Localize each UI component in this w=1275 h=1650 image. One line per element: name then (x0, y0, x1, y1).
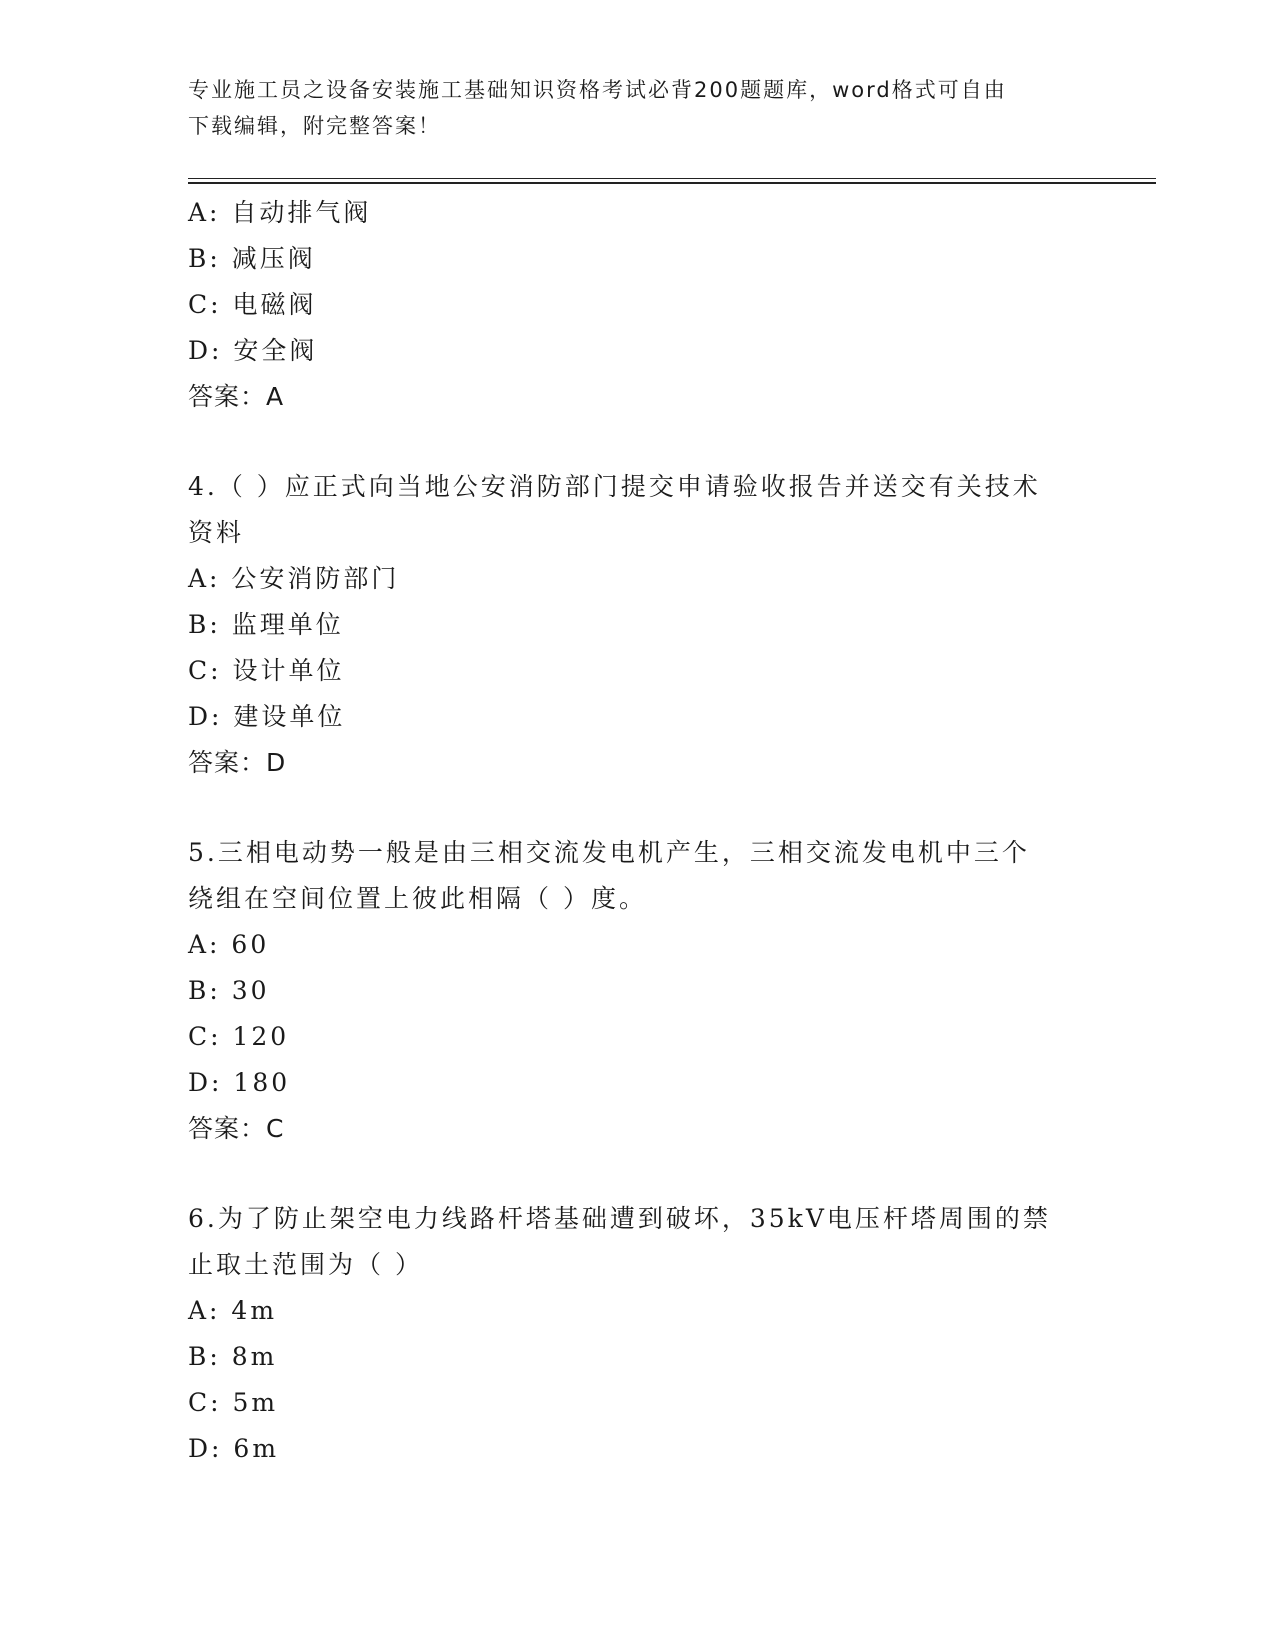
option-c: C: 设计单位 (188, 656, 345, 685)
answer-line: 答案：A (188, 382, 285, 411)
option-a: A: 自动排气阀 (188, 198, 372, 227)
option-b: B: 减压阀 (188, 244, 316, 273)
question-text (188, 830, 1088, 922)
header-line-2: 下载编辑，附完整答案！ (188, 114, 441, 138)
option-c: C: 120 (188, 1022, 290, 1051)
question-text (188, 1196, 1088, 1288)
option-d: D: 6m (188, 1434, 280, 1463)
option-b: B: 30 (188, 976, 270, 1005)
option-c: C: 电磁阀 (188, 290, 317, 319)
option-d: D: 180 (188, 1068, 291, 1097)
question-line: 6.为了防止架空电力线路杆塔基础遭到破坏，35kV电压杆塔周围的禁 (188, 1204, 1051, 1233)
question-block-6 (188, 1196, 1088, 1472)
option-b: B: 监理单位 (188, 610, 344, 639)
option-d: D: 建设单位 (188, 702, 346, 731)
question-line: 止取土范围为（ ） (188, 1250, 423, 1279)
header-rule-thick (188, 182, 1156, 184)
answer-line: 答案：D (188, 748, 287, 777)
question-text (188, 464, 1088, 556)
document-header (188, 72, 1088, 144)
answer-line: 答案：C (188, 1114, 285, 1143)
question-line: 4.（ ）应正式向当地公安消防部门提交申请验收报告并送交有关技术 (188, 472, 1041, 501)
option-d: D: 安全阀 (188, 336, 318, 365)
option-a: A: 60 (188, 930, 270, 959)
question-line: 绕组在空间位置上彼此相隔（ ）度。 (188, 884, 647, 913)
question-block-4 (188, 464, 1088, 786)
option-a: A: 4m (188, 1296, 278, 1325)
option-b: B: 8m (188, 1342, 278, 1371)
header-line-1: 专业施工员之设备安装施工基础知识资格考试必背200题题库，word格式可自由 (188, 78, 1007, 102)
question-block-3 (188, 190, 1088, 420)
question-block-5 (188, 830, 1088, 1152)
option-c: C: 5m (188, 1388, 279, 1417)
question-list (188, 190, 1088, 1472)
option-a: A: 公安消防部门 (188, 564, 400, 593)
header-rule-thin (188, 178, 1156, 179)
question-line: 资料 (188, 518, 245, 547)
question-line: 5.三相电动势一般是由三相交流发电机产生，三相交流发电机中三个 (188, 838, 1030, 867)
